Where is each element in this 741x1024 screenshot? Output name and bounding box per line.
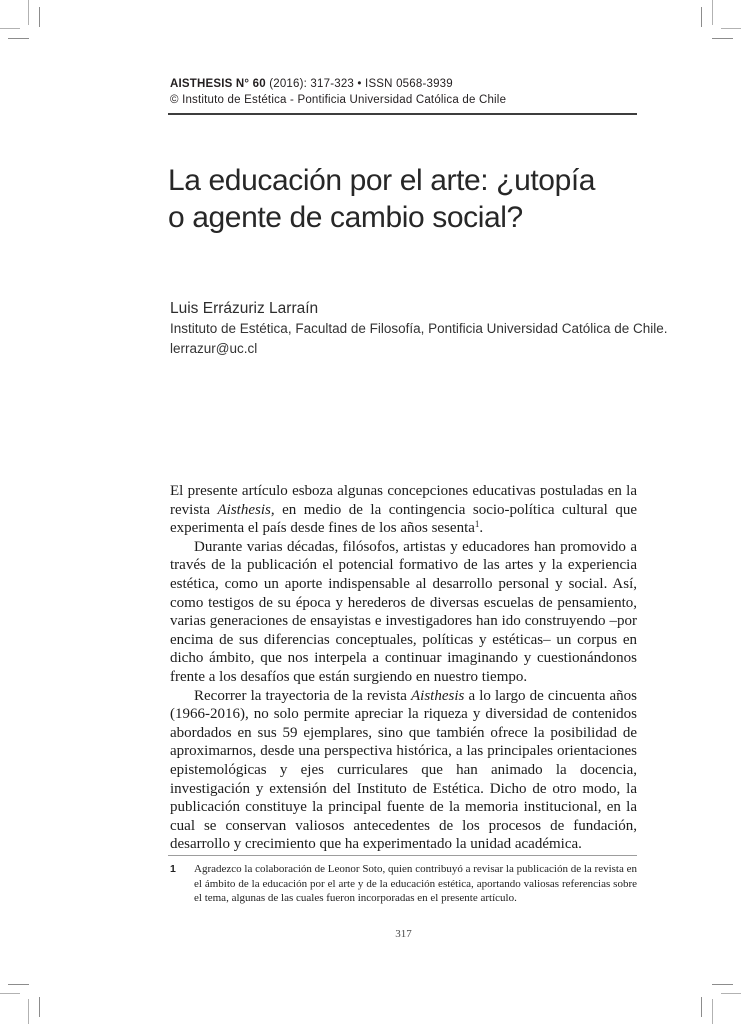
- crop-mark-top-right-horizontal-inner: [712, 38, 733, 39]
- crop-mark-bottom-left-horizontal-inner: [8, 984, 29, 985]
- page-number: 317: [395, 928, 412, 940]
- article-title: [168, 162, 595, 236]
- crop-mark-bottom-left-horizontal-outer: [0, 993, 20, 994]
- article-title-line-2: o agente de cambio social?: [168, 201, 523, 234]
- header-divider-rule: [168, 113, 637, 115]
- footnote-divider-rule: [168, 855, 637, 856]
- footnote-reference-superscript: 1: [474, 519, 480, 530]
- journal-name-italic: Aisthesis: [217, 501, 271, 518]
- crop-mark-bottom-right-horizontal-inner: [712, 984, 733, 985]
- crop-mark-top-left-vertical-inner: [39, 7, 40, 27]
- journal-name-italic: Aisthesis: [411, 687, 465, 704]
- journal-citation-line: [170, 76, 506, 92]
- crop-mark-bottom-right-vertical-outer: [712, 999, 713, 1024]
- crop-mark-top-right-vertical-outer: [712, 0, 713, 25]
- crop-mark-top-left-horizontal-inner: [8, 38, 29, 39]
- author-affiliation: Instituto de Estética, Facultad de Filosofía, Pontificia Universidad Católica de Chile.: [170, 321, 668, 336]
- body-paragraph-3: [170, 687, 637, 854]
- journal-issue-details: (2016): 317-323 • ISSN 0568-3939: [265, 78, 453, 90]
- journal-name-issue: AISTHESIS N° 60: [170, 78, 266, 90]
- author-block: [170, 298, 668, 359]
- crop-mark-bottom-left-vertical-inner: [39, 997, 40, 1017]
- article-body: [170, 482, 637, 854]
- footnote: [170, 862, 637, 906]
- paragraph-text: , en medio de la contingencia socio-política cultural que experimenta el país desde fines de los años sesenta: [170, 501, 638, 537]
- article-title-line-1: La educación por el arte: ¿utopía: [168, 164, 596, 197]
- paragraph-text: Recorrer la trayectoria de la revista: [194, 687, 412, 704]
- crop-mark-top-left-vertical-outer: [28, 0, 29, 25]
- author-name: Luis Errázuriz Larraín: [170, 300, 319, 317]
- journal-copyright-line: © Instituto de Estética - Pontificia Universidad Católica de Chile: [170, 94, 507, 106]
- footnote-text: Agradezco la colaboración de Leonor Soto, quien contribuyó a revisar la publicación de la revista en el ámbito de la educación por el arte y de la educación estética, aportando valiosas referencias sobre el tema, algunas de las cuales fueron incorporadas en el presente artículo.: [194, 863, 637, 905]
- footnote-number: 1: [170, 863, 176, 875]
- journal-header: [170, 76, 506, 108]
- paragraph-text: Durante varias décadas, filósofos, artistas y educadores han promovido a través de la publicación el potencial formativo de las artes y la experiencia estética, como un aporte indispensable al desarrollo personal y social. Así, como testigos de su época y herederos de diversas escuelas de pensamiento, varias generaciones de ensayistas e investigadores han ido construyendo –por encima de sus diferencias conceptuales, políticas y estéticas– un corpus en dicho ámbito, que nos interpela a continuar imaginando y cuestionándonos frente a los desafíos que están surgiendo en nuestro tiempo.: [170, 538, 637, 685]
- author-email: lerrazur@uc.cl: [170, 341, 258, 356]
- crop-mark-bottom-left-vertical-outer: [28, 999, 29, 1024]
- body-paragraph-2: [170, 538, 637, 687]
- crop-mark-top-left-horizontal-outer: [0, 28, 20, 29]
- crop-mark-bottom-right-horizontal-outer: [721, 993, 741, 994]
- body-paragraph-1: [170, 482, 637, 538]
- paragraph-text: .: [479, 520, 484, 537]
- crop-mark-top-right-horizontal-outer: [721, 28, 741, 29]
- crop-mark-top-right-vertical-inner: [701, 7, 702, 27]
- paragraph-text: El presente artículo esboza algunas concepciones educativas postuladas en la revista: [170, 483, 637, 518]
- crop-mark-bottom-right-vertical-inner: [701, 997, 702, 1017]
- paragraph-text: a lo largo de cincuenta años (1966-2016), no solo permite apreciar la riqueza y diversidad de contenidos abordados en sus 59 ejemplares, sino que también ofrece la posibilidad de aproximarnos, desde una perspectiva histórica, a las principales orientaciones epistemológicas y ejes curriculares que han animado la docencia, investigación y extensión del Instituto de Estética. Dicho de otro modo, la publicación constituye la principal fuente de la memoria institucional, en la cual se conservan valiosos antecedentes de los procesos de fundación, desarrollo y crecimiento que ha experimentado la unidad académica.: [170, 687, 637, 853]
